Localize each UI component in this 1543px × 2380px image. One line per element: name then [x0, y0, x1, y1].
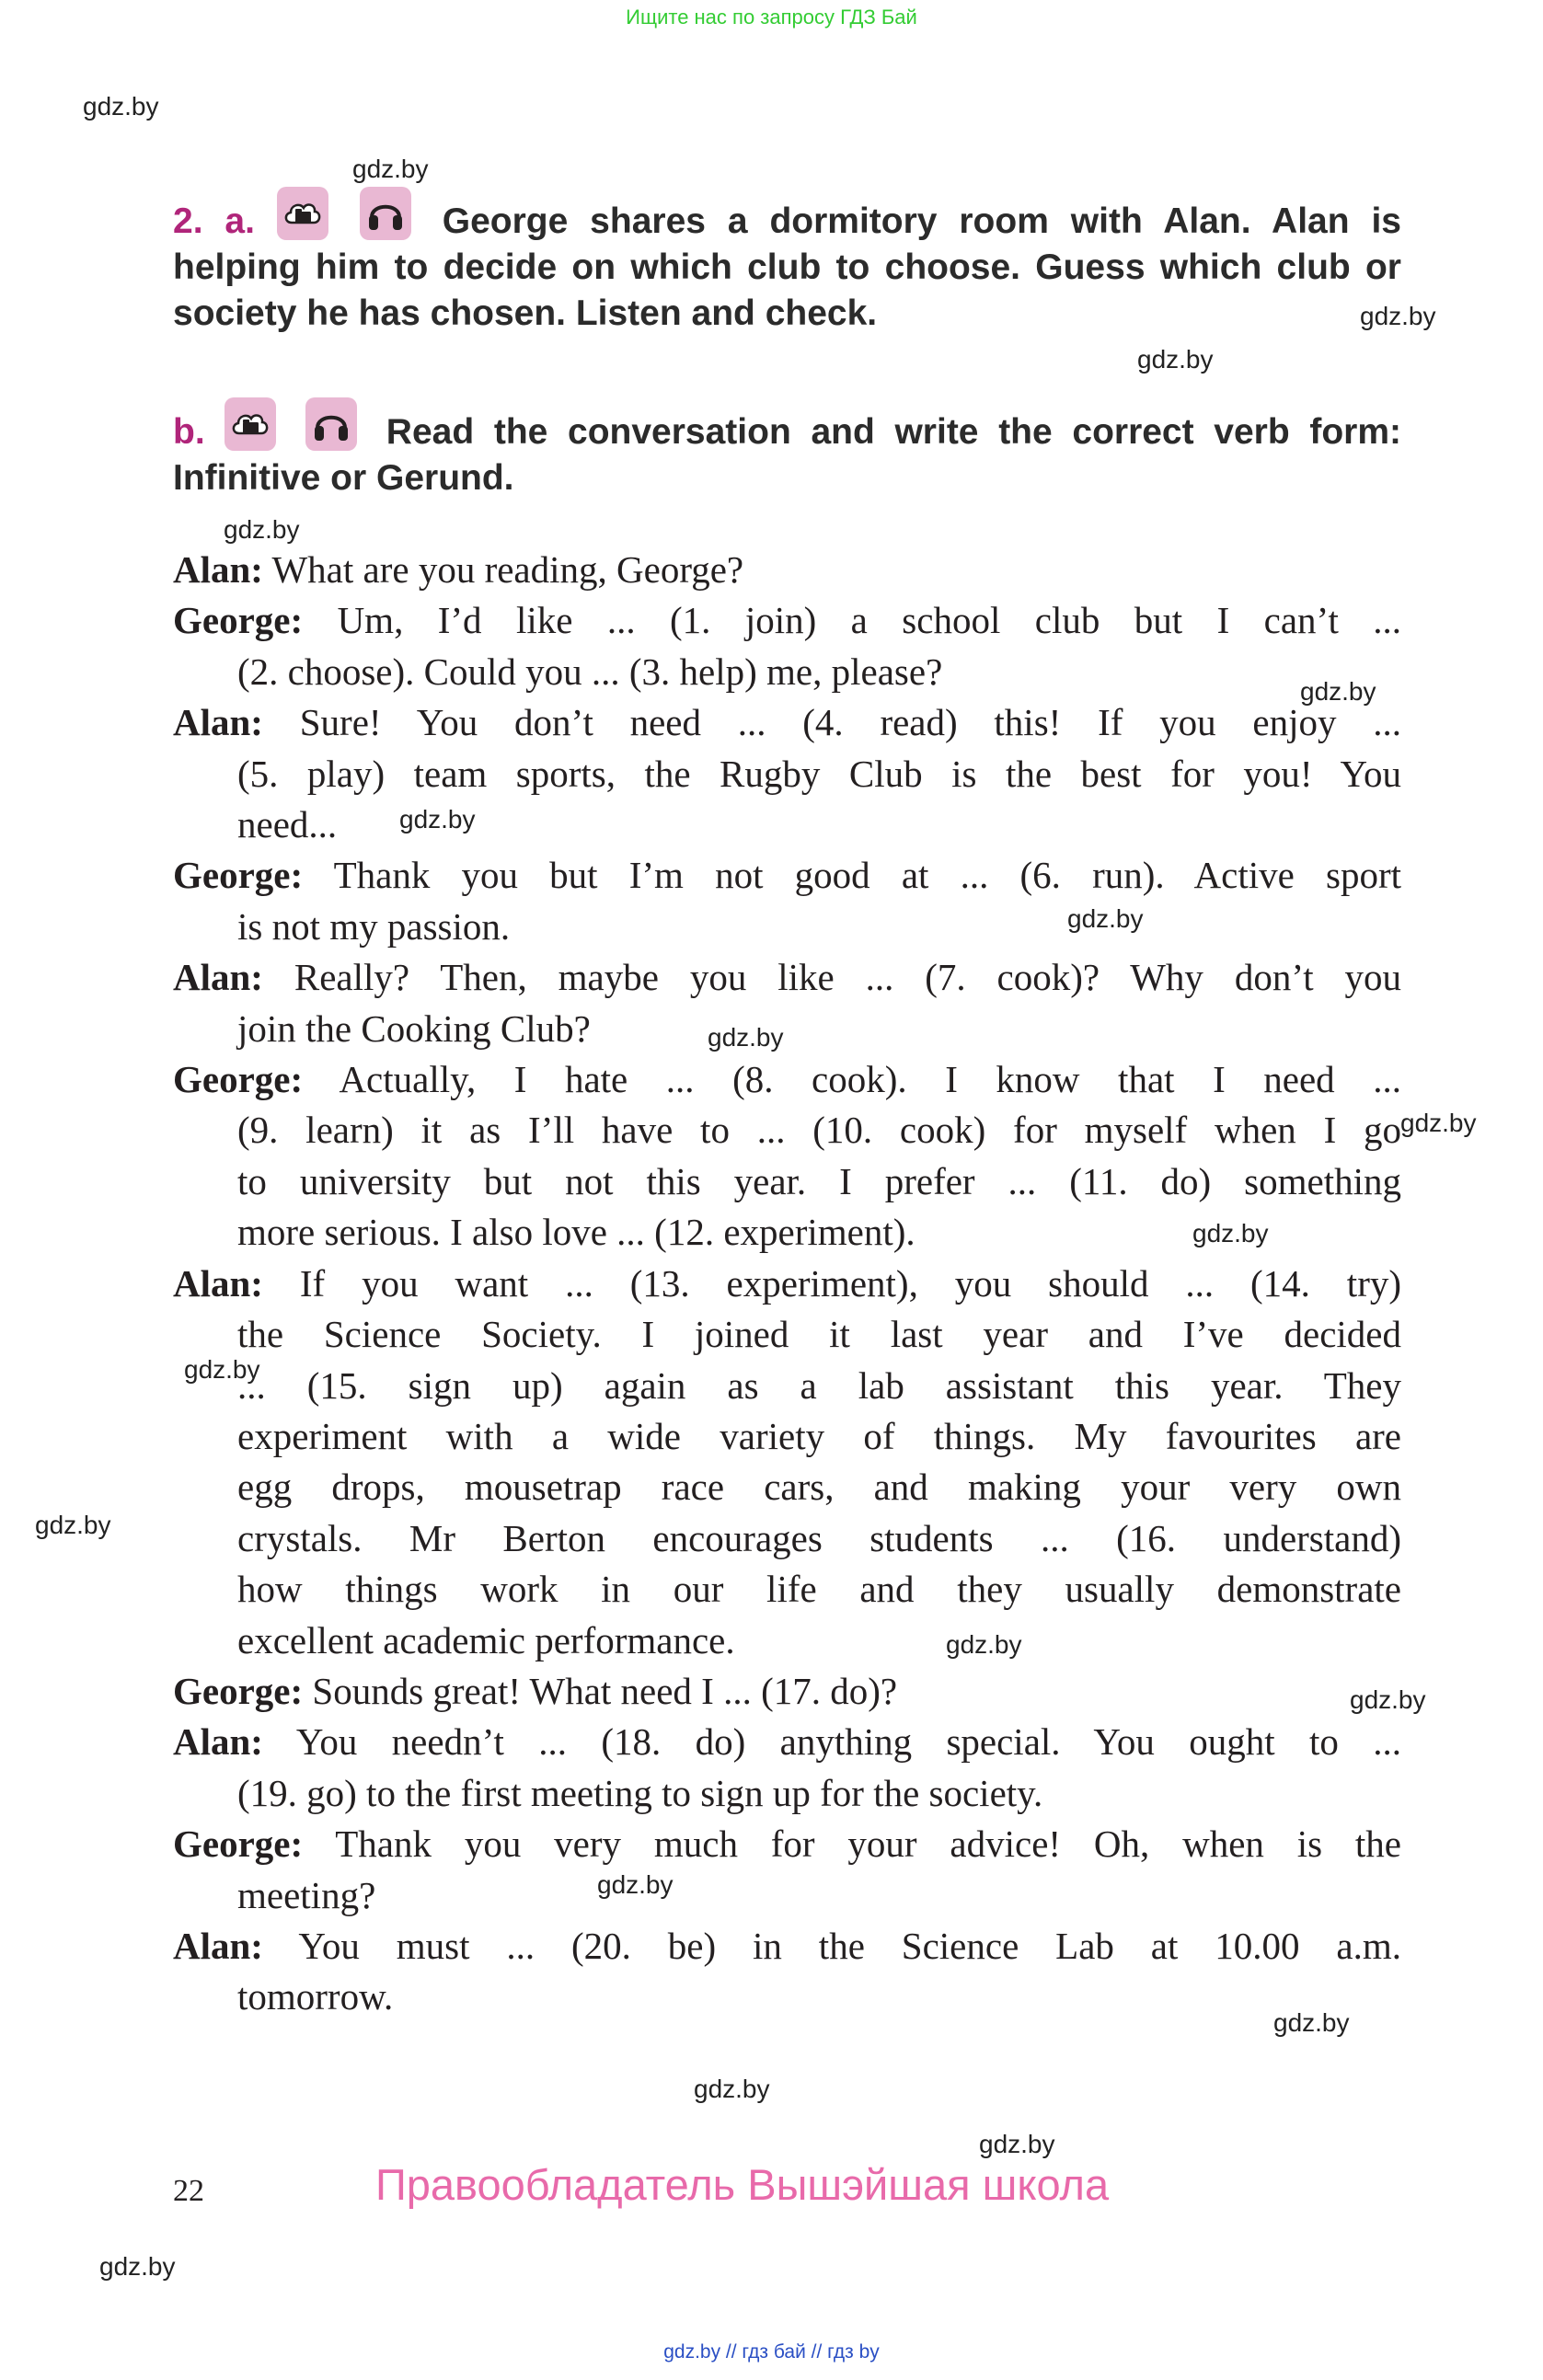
watermark: gdz.by [1273, 2008, 1350, 2037]
task-2a-line-1: George shares a dormitory room with Alan. Alan is [442, 201, 1401, 241]
dialogue-line: meeting? [237, 1873, 376, 1916]
dialogue-line: ... (15. sign up) again as a lab assistant this year. They [237, 1363, 1401, 1407]
task-2a [173, 187, 1401, 337]
dialogue-line: Alan: Really? Then, maybe you like ... (7. cook)? Why don’t you [173, 956, 1402, 999]
dialogue-line: join the Cooking Club? [237, 1006, 591, 1050]
task-2b-line-1: Read the conversation and write the correct verb form: [386, 412, 1402, 452]
task-2a-line-2: helping him to decide on which club to choose. Guess which club or [173, 247, 1401, 287]
top-banner: Ищите нас по запросу ГДЗ Бай [626, 6, 917, 29]
watermark: gdz.by [1400, 1109, 1477, 1137]
dialogue [173, 545, 1401, 2023]
watermark: gdz.by [224, 515, 300, 544]
speaker-name: George: [173, 854, 304, 897]
dialogue-line: (5. play) team sports, the Rugby Club is the best for you! You [237, 752, 1401, 795]
speaker-name: George: [173, 1058, 304, 1101]
dialogue-line: Alan: You needn’t ... (18. do) anything special. You ought to ... [173, 1720, 1401, 1764]
cloud-folder-icon [277, 187, 328, 240]
speaker-name: Alan: [173, 1720, 263, 1764]
dialogue-line: Alan: If you want ... (13. experiment), you should ... (14. try) [173, 1261, 1402, 1305]
task-2a-line-3: society he has chosen. Listen and check. [173, 293, 878, 333]
dialogue-line: to university but not this year. I prefer ... (11. do) something [237, 1159, 1401, 1202]
watermark: gdz.by [1350, 1685, 1426, 1714]
task-2b-number: b. [173, 412, 205, 452]
watermark: gdz.by [1192, 1219, 1269, 1247]
watermark: gdz.by [184, 1355, 260, 1384]
watermark: gdz.by [946, 1630, 1022, 1659]
dialogue-line: Alan: What are you reading, George? [173, 548, 744, 591]
watermark: gdz.by [597, 1870, 674, 1899]
dialogue-line: Alan: Sure! You don’t need ... (4. read) this! If you enjoy ... [173, 701, 1401, 744]
speaker-name: George: [173, 599, 304, 642]
dialogue-line: George: Thank you very much for your advice! Oh, when is the [173, 1822, 1401, 1866]
headphones-icon [305, 397, 357, 451]
watermark: gdz.by [694, 2075, 770, 2103]
dialogue-line: Alan: You must ... (20. be) in the Science Lab at 10.00 a.m. [173, 1924, 1401, 1967]
watermark: gdz.by [979, 2130, 1055, 2158]
speaker-name: Alan: [173, 956, 263, 999]
watermark: gdz.by [1137, 345, 1214, 374]
dialogue-line: excellent academic performance. [237, 1618, 735, 1661]
dialogue-line: experiment with a wide variety of things. My favourites are [237, 1414, 1401, 1457]
watermark: gdz.by [1360, 302, 1436, 330]
task-2b-line-2: Infinitive or Gerund. [173, 458, 514, 498]
watermark: gdz.by [399, 805, 476, 834]
task-2a-number: 2. a. [173, 201, 255, 241]
watermark: gdz.by [708, 1023, 784, 1052]
dialogue-line: George: Thank you but I’m not good at ... (6. run). Active sport [173, 854, 1401, 897]
dialogue-line: need... [237, 803, 338, 846]
dialogue-line: tomorrow. [237, 1975, 394, 2018]
task-2a-first-line [173, 187, 1401, 245]
watermark: gdz.by [352, 155, 429, 183]
speaker-name: George: [173, 1822, 304, 1866]
page-number: 22 [173, 2174, 204, 2208]
speaker-name: Alan: [173, 548, 263, 591]
speaker-name: George: [173, 1669, 304, 1712]
dialogue-line: (9. learn) it as I’ll have to ... (10. cook) for myself when I go [237, 1109, 1401, 1152]
dialogue-line: George: Sounds great! What need I ... (17. do)? [173, 1669, 898, 1712]
dialogue-line: (2. choose). Could you ... (3. help) me, please? [237, 650, 943, 693]
dialogue-line: egg drops, mousetrap race cars, and making your very own [237, 1466, 1401, 1509]
dialogue-line: George: Um, I’d like ... (1. join) a school club but I can’t ... [173, 599, 1402, 642]
task-2b [173, 397, 1401, 501]
dialogue-line: is not my passion. [237, 904, 511, 948]
speaker-name: Alan: [173, 1261, 263, 1305]
speaker-name: Alan: [173, 701, 263, 744]
dialogue-line: crystals. Mr Berton encourages students ... (16. understand) [237, 1516, 1401, 1559]
footer-links: gdz.by // гдз бай // гдз by [663, 2341, 880, 2363]
dialogue-line: George: Actually, I hate ... (8. cook). I know that I need ... [173, 1058, 1401, 1101]
cloud-folder-icon [225, 397, 276, 451]
rights-holder: Правообладатель Вышэйшая школа [375, 2160, 1110, 2209]
dialogue-line: the Science Society. I joined it last year and I’ve decided [237, 1313, 1401, 1356]
watermark: gdz.by [99, 2252, 176, 2281]
dialogue-line: (19. go) to the first meeting to sign up for the society. [237, 1771, 1043, 1814]
task-2b-first-line [173, 397, 1401, 455]
watermark: gdz.by [83, 92, 159, 121]
dialogue-line: how things work in our life and they usually demonstrate [237, 1568, 1401, 1611]
watermark: gdz.by [35, 1511, 111, 1539]
dialogue-line: more serious. I also love ... (12. experiment). [237, 1211, 915, 1254]
watermark: gdz.by [1067, 904, 1144, 933]
watermark: gdz.by [1300, 677, 1376, 706]
headphones-icon [360, 187, 411, 240]
speaker-name: Alan: [173, 1924, 263, 1967]
